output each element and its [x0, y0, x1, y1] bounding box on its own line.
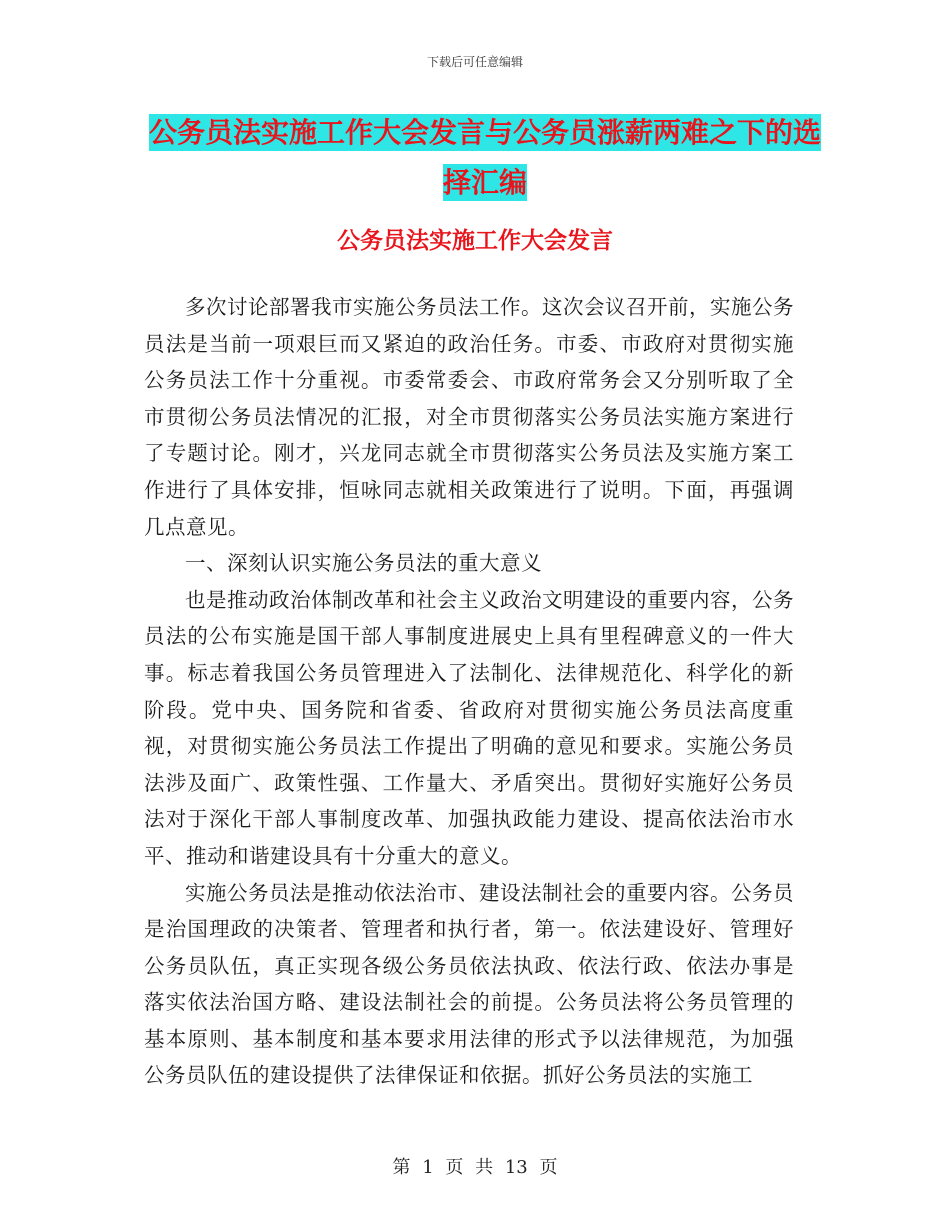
- document-body: [144, 289, 794, 1094]
- paragraph-heading: 一、深刻认识实施公务员法的重大意义: [185, 551, 542, 576]
- header-note: 下载后可任意编辑: [426, 55, 523, 69]
- paragraph: 实施公务员法是推动依法治市、建设法制社会的重要内容。公务员是治国理政的决策者、管理者和执行者，第一。依法建设好、管理好公务员队伍，真正实现各级公务员依法执政、依法行政、依法办事是落实依法治国方略、建设法制社会的前提。公务员法将公务员管理的基本原则、基本制度和基本要求用法律的形式予以法律规范，为加强公务员队伍的建设提供了法律保证和依据。抓好公务员法的实施工: [144, 880, 794, 1088]
- document-title-text: 公务员法实施工作大会发言与公务员涨薪两难之下的选择汇编: [148, 116, 821, 199]
- section-title: 公务员法实施工作大会发言: [337, 228, 613, 254]
- document-title: [145, 108, 825, 208]
- page-number: 第 1 页 共 13 页: [392, 1157, 558, 1178]
- paragraph: 多次讨论部署我市实施公务员法工作。这次会议召开前，实施公务员法是当前一项艰巨而又紧迫的政治任务。市委、市政府对贯彻实施公务员法工作十分重视。市委常委会、市政府常务会又分别听取了全市贯彻公务员法情况的汇报，对全市贯彻落实公务员法实施方案进行了专题讨论。刚才，兴龙同志就全市贯彻落实公务员法及实施方案工作进行了具体安排，恒咏同志就相关政策进行了说明。下面，再强调几点意见。: [144, 295, 794, 539]
- paragraph: 也是推动政治体制改革和社会主义政治文明建设的重要内容，公务员法的公布实施是国干部人事制度进展史上具有里程碑意义的一件大事。标志着我国公务员管理进入了法制化、法律规范化、科学化的新阶段。党中央、国务院和省委、省政府对贯彻实施公务员法高度重视，对贯彻实施公务员法工作提出了明确的意见和要求。实施公务员法涉及面广、政策性强、工作量大、矛盾突出。贯彻好实施好公务员法对于深化干部人事制度改革、加强执政能力建设、提高依法治市水平、推动和谐建设具有十分重大的意义。: [144, 587, 794, 868]
